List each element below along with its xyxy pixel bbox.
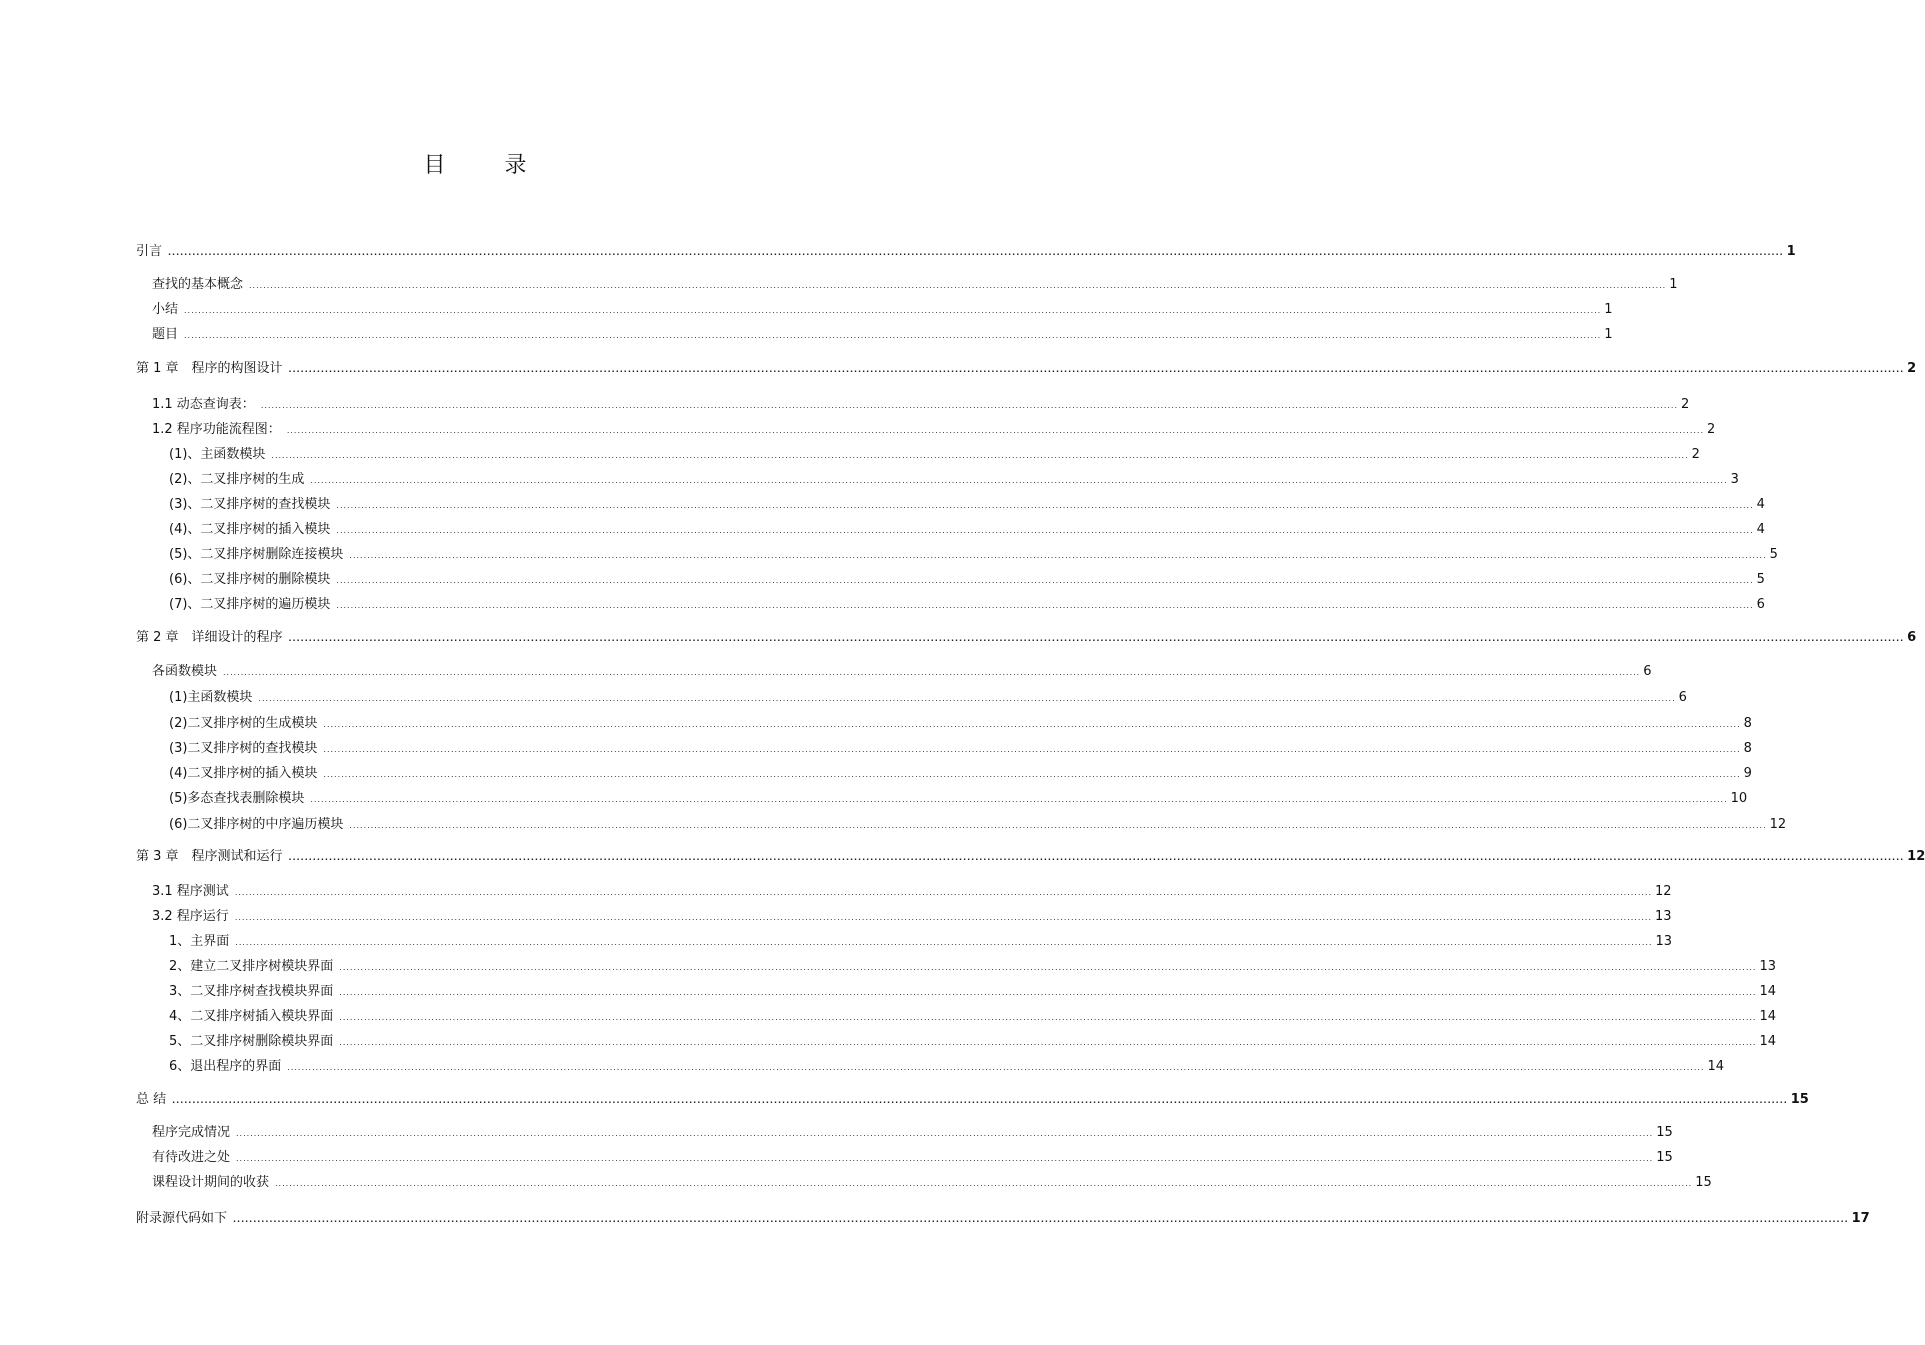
toc-leader-dots: ................................................................................................................................................................................................................................................................................................................................................................................................................	[349, 551, 1767, 560]
toc-entry-page-number: 2	[1907, 361, 1917, 376]
toc-entry-page-number: 1	[1604, 302, 1613, 317]
toc-entry[interactable]	[169, 1055, 1725, 1074]
toc-leader-dots: ................................................................................................................................................................................................................................................................................................................................................................................................................	[236, 1154, 1654, 1163]
toc-entry[interactable]	[152, 323, 1613, 342]
toc-leader-dots: ................................................................................................................................................................................................................................................................................................................................................................................................................	[184, 331, 1602, 340]
toc-entry-page-number: 2	[1707, 422, 1716, 437]
toc-entry[interactable]	[152, 1121, 1673, 1140]
toc-entry-page-number: 10	[1730, 791, 1748, 806]
toc-entry-page-number: 13	[1655, 934, 1673, 949]
toc-leader-dots: ................................................................................................................................................................................................................................................................................................................................................................................................................	[339, 988, 1757, 997]
toc-leader-dots: ................................................................................................................................................................................................................................................................................................................................................................................................................	[249, 281, 1667, 290]
toc-entry-page-number: 4	[1756, 522, 1765, 537]
toc-entry[interactable]	[169, 1005, 1777, 1024]
toc-entry-page-number: 5	[1756, 572, 1765, 587]
toc-entry-label: (1)、主函数模块	[169, 447, 266, 462]
toc-leader-dots: ................................................................................................................................................................................................................................................................................................................................................................................................................	[310, 476, 1728, 485]
toc-entry-label: (2)二叉排序树的生成模块	[169, 716, 318, 731]
toc-entry-label: (4)、二叉排序树的插入模块	[169, 522, 331, 537]
toc-entry[interactable]	[152, 660, 1652, 679]
toc-leader-dots: ................................................................................................................................................................................................................................................................................................................................................................................................................	[288, 365, 1905, 374]
toc-entry-page-number: 14	[1759, 1009, 1777, 1024]
toc-leader-dots: ................................................................................................................................................................................................................................................................................................................................................................................................................	[323, 745, 1741, 754]
toc-entry[interactable]	[152, 393, 1690, 412]
toc-leader-dots: ................................................................................................................................................................................................................................................................................................................................................................................................................	[286, 426, 1704, 435]
toc-entry-label: 2、建立二叉排序树模块界面	[169, 959, 334, 974]
toc-entry-page-number: 12	[1907, 849, 1925, 864]
toc-entry-label: 1.2 程序功能流程图：	[152, 422, 281, 437]
toc-entry-page-number: 15	[1790, 1092, 1809, 1107]
toc-leader-dots: ................................................................................................................................................................................................................................................................................................................................................................................................................	[339, 1013, 1757, 1022]
toc-entry[interactable]	[169, 955, 1777, 974]
toc-entry[interactable]	[169, 518, 1765, 537]
toc-entry-page-number: 15	[1656, 1150, 1673, 1165]
toc-entry[interactable]	[136, 1207, 1870, 1226]
toc-entry-label: 6、退出程序的界面	[169, 1059, 282, 1074]
toc-entry[interactable]	[169, 443, 1700, 462]
toc-entry[interactable]	[169, 468, 1739, 487]
toc-entry[interactable]	[152, 1171, 1712, 1190]
toc-leader-dots: ................................................................................................................................................................................................................................................................................................................................................................................................................	[233, 1215, 1849, 1224]
toc-entry-label: 题目	[152, 327, 179, 342]
toc-entry-page-number: 14	[1759, 984, 1777, 999]
toc-leader-dots: ................................................................................................................................................................................................................................................................................................................................................................................................................	[336, 601, 1754, 610]
toc-entry-label: 程序完成情况	[152, 1125, 231, 1140]
toc-entry-label: (2)、二叉排序树的生成	[169, 472, 305, 487]
toc-entry-label: 各函数模块	[152, 664, 218, 679]
toc-entry-page-number: 14	[1759, 1034, 1777, 1049]
toc-leader-dots: ................................................................................................................................................................................................................................................................................................................................................................................................................	[260, 401, 1678, 410]
toc-entry-page-number: 3	[1730, 472, 1739, 487]
toc-entry-label: 1、主界面	[169, 934, 230, 949]
toc-entry-page-number: 6	[1643, 664, 1652, 679]
toc-leader-dots: ................................................................................................................................................................................................................................................................................................................................................................................................................	[271, 451, 1689, 460]
toc-entry[interactable]	[152, 1146, 1673, 1165]
toc-entry[interactable]	[136, 357, 1917, 376]
toc-entry-page-number: 1	[1786, 244, 1796, 259]
toc-entry-label: 第 2 章 详细设计的程序	[136, 630, 283, 645]
toc-entry-page-number: 15	[1656, 1125, 1673, 1140]
toc-entry-label: 课程设计期间的收获	[152, 1175, 270, 1190]
toc-leader-dots: ................................................................................................................................................................................................................................................................................................................................................................................................................	[349, 821, 1767, 830]
toc-leader-dots: ................................................................................................................................................................................................................................................................................................................................................................................................................	[288, 853, 1905, 862]
toc-entry[interactable]	[169, 686, 1687, 705]
toc-entry-label: (4)二叉排序树的插入模块	[169, 766, 318, 781]
toc-entry-page-number: 2	[1691, 447, 1700, 462]
toc-entry-label: (6)、二叉排序树的删除模块	[169, 572, 331, 587]
toc-leader-dots: ................................................................................................................................................................................................................................................................................................................................................................................................................	[287, 1063, 1705, 1072]
toc-entry-page-number: 6	[1678, 690, 1687, 705]
toc-leader-dots: ................................................................................................................................................................................................................................................................................................................................................................................................................	[172, 1096, 1788, 1105]
toc-leader-dots: ................................................................................................................................................................................................................................................................................................................................................................................................................	[184, 306, 1602, 315]
toc-entry-label: 1.1 动态查询表：	[152, 397, 255, 412]
toc-leader-dots: ................................................................................................................................................................................................................................................................................................................................................................................................................	[323, 720, 1741, 729]
toc-leader-dots: ................................................................................................................................................................................................................................................................................................................................................................................................................	[323, 770, 1741, 779]
toc-entry[interactable]	[169, 543, 1778, 562]
toc-entry-label: (6)二叉排序树的中序遍历模块	[169, 817, 344, 832]
toc-leader-dots: ................................................................................................................................................................................................................................................................................................................................................................................................................	[168, 248, 1784, 257]
toc-leader-dots: ................................................................................................................................................................................................................................................................................................................................................................................................................	[336, 526, 1754, 535]
toc-entry[interactable]	[152, 418, 1716, 437]
toc-entry-label: (3)二叉排序树的查找模块	[169, 741, 318, 756]
toc-entry[interactable]	[152, 880, 1672, 899]
toc-entry[interactable]	[169, 930, 1673, 949]
toc-leader-dots: ................................................................................................................................................................................................................................................................................................................................................................................................................	[236, 1129, 1654, 1138]
toc-entry-label: (5)、二叉排序树删除连接模块	[169, 547, 344, 562]
toc-leader-dots: ................................................................................................................................................................................................................................................................................................................................................................................................................	[310, 795, 1728, 804]
toc-entry-label: 总 结	[136, 1092, 167, 1107]
toc-leader-dots: ................................................................................................................................................................................................................................................................................................................................................................................................................	[336, 501, 1754, 510]
toc-entry-page-number: 6	[1756, 597, 1765, 612]
page-title: 目 录	[423, 153, 553, 178]
toc-entry-page-number: 4	[1756, 497, 1765, 512]
toc-entry-page-number: 13	[1655, 909, 1672, 924]
toc-entry[interactable]	[136, 240, 1796, 259]
toc-entry[interactable]	[169, 762, 1752, 781]
toc-entry[interactable]	[152, 273, 1678, 292]
toc-entry[interactable]	[152, 298, 1613, 317]
toc-entry[interactable]	[136, 845, 1925, 864]
toc-entry-page-number: 12	[1655, 884, 1672, 899]
toc-entry-label: 引言	[136, 244, 163, 259]
toc-entry-page-number: 14	[1707, 1059, 1725, 1074]
toc-entry-label: 5、二叉排序树删除模块界面	[169, 1034, 334, 1049]
toc-entry[interactable]	[136, 1088, 1809, 1107]
toc-entry-page-number: 1	[1604, 327, 1613, 342]
toc-entry-label: (3)、二叉排序树的查找模块	[169, 497, 331, 512]
toc-leader-dots: ................................................................................................................................................................................................................................................................................................................................................................................................................	[234, 888, 1652, 897]
toc-leader-dots: ................................................................................................................................................................................................................................................................................................................................................................................................................	[288, 634, 1905, 643]
toc-entry-label: 4、二叉排序树插入模块界面	[169, 1009, 334, 1024]
toc-entry-label: 第 1 章 程序的构图设计	[136, 361, 283, 376]
toc-entry-label: 3、二叉排序树查找模块界面	[169, 984, 334, 999]
toc-entry-label: 3.2 程序运行	[152, 909, 229, 924]
toc-entry[interactable]	[169, 787, 1748, 806]
toc-entry[interactable]	[169, 1030, 1777, 1049]
toc-entry[interactable]	[169, 712, 1752, 731]
toc-leader-dots: ................................................................................................................................................................................................................................................................................................................................................................................................................	[234, 913, 1652, 922]
toc-leader-dots: ................................................................................................................................................................................................................................................................................................................................................................................................................	[258, 694, 1676, 703]
toc-entry[interactable]	[169, 568, 1765, 587]
toc-leader-dots: ................................................................................................................................................................................................................................................................................................................................................................................................................	[223, 668, 1641, 677]
toc-entry-page-number: 8	[1743, 716, 1752, 731]
toc-leader-dots: ................................................................................................................................................................................................................................................................................................................................................................................................................	[275, 1179, 1693, 1188]
toc-entry[interactable]	[169, 737, 1752, 756]
toc-entry-page-number: 5	[1769, 547, 1778, 562]
toc-leader-dots: ................................................................................................................................................................................................................................................................................................................................................................................................................	[235, 938, 1653, 947]
toc-entry-page-number: 17	[1851, 1211, 1870, 1226]
toc-entry-page-number: 1	[1669, 277, 1678, 292]
toc-entry[interactable]	[169, 593, 1765, 612]
toc-leader-dots: ................................................................................................................................................................................................................................................................................................................................................................................................................	[339, 1038, 1757, 1047]
toc-entry-label: (5)多态查找表删除模块	[169, 791, 305, 806]
toc-entry-page-number: 9	[1743, 766, 1752, 781]
toc-entry-label: 附录源代码如下	[136, 1211, 228, 1226]
toc-leader-dots: ................................................................................................................................................................................................................................................................................................................................................................................................................	[339, 963, 1757, 972]
toc-entry-label: 小结	[152, 302, 179, 317]
toc-entry[interactable]	[136, 626, 1917, 645]
toc-entry-page-number: 12	[1769, 817, 1787, 832]
toc-entry-page-number: 2	[1681, 397, 1690, 412]
toc-entry-page-number: 8	[1743, 741, 1752, 756]
toc-entry[interactable]	[169, 813, 1787, 832]
toc-entry[interactable]	[152, 905, 1672, 924]
toc-entry-page-number: 13	[1759, 959, 1777, 974]
toc-leader-dots: ................................................................................................................................................................................................................................................................................................................................................................................................................	[336, 576, 1754, 585]
toc-entry-page-number: 15	[1695, 1175, 1712, 1190]
toc-entry[interactable]	[169, 493, 1765, 512]
toc-entry-label: 查找的基本概念	[152, 277, 244, 292]
toc-entry-label: 3.1 程序测试	[152, 884, 229, 899]
toc-entry-page-number: 6	[1907, 630, 1917, 645]
toc-entry-label: (7)、二叉排序树的遍历模块	[169, 597, 331, 612]
toc-entry-label: (1)主函数模块	[169, 690, 253, 705]
toc-entry-label: 有待改进之处	[152, 1150, 231, 1165]
toc-entry-label: 第 3 章 程序测试和运行	[136, 849, 283, 864]
toc-entry[interactable]	[169, 980, 1777, 999]
